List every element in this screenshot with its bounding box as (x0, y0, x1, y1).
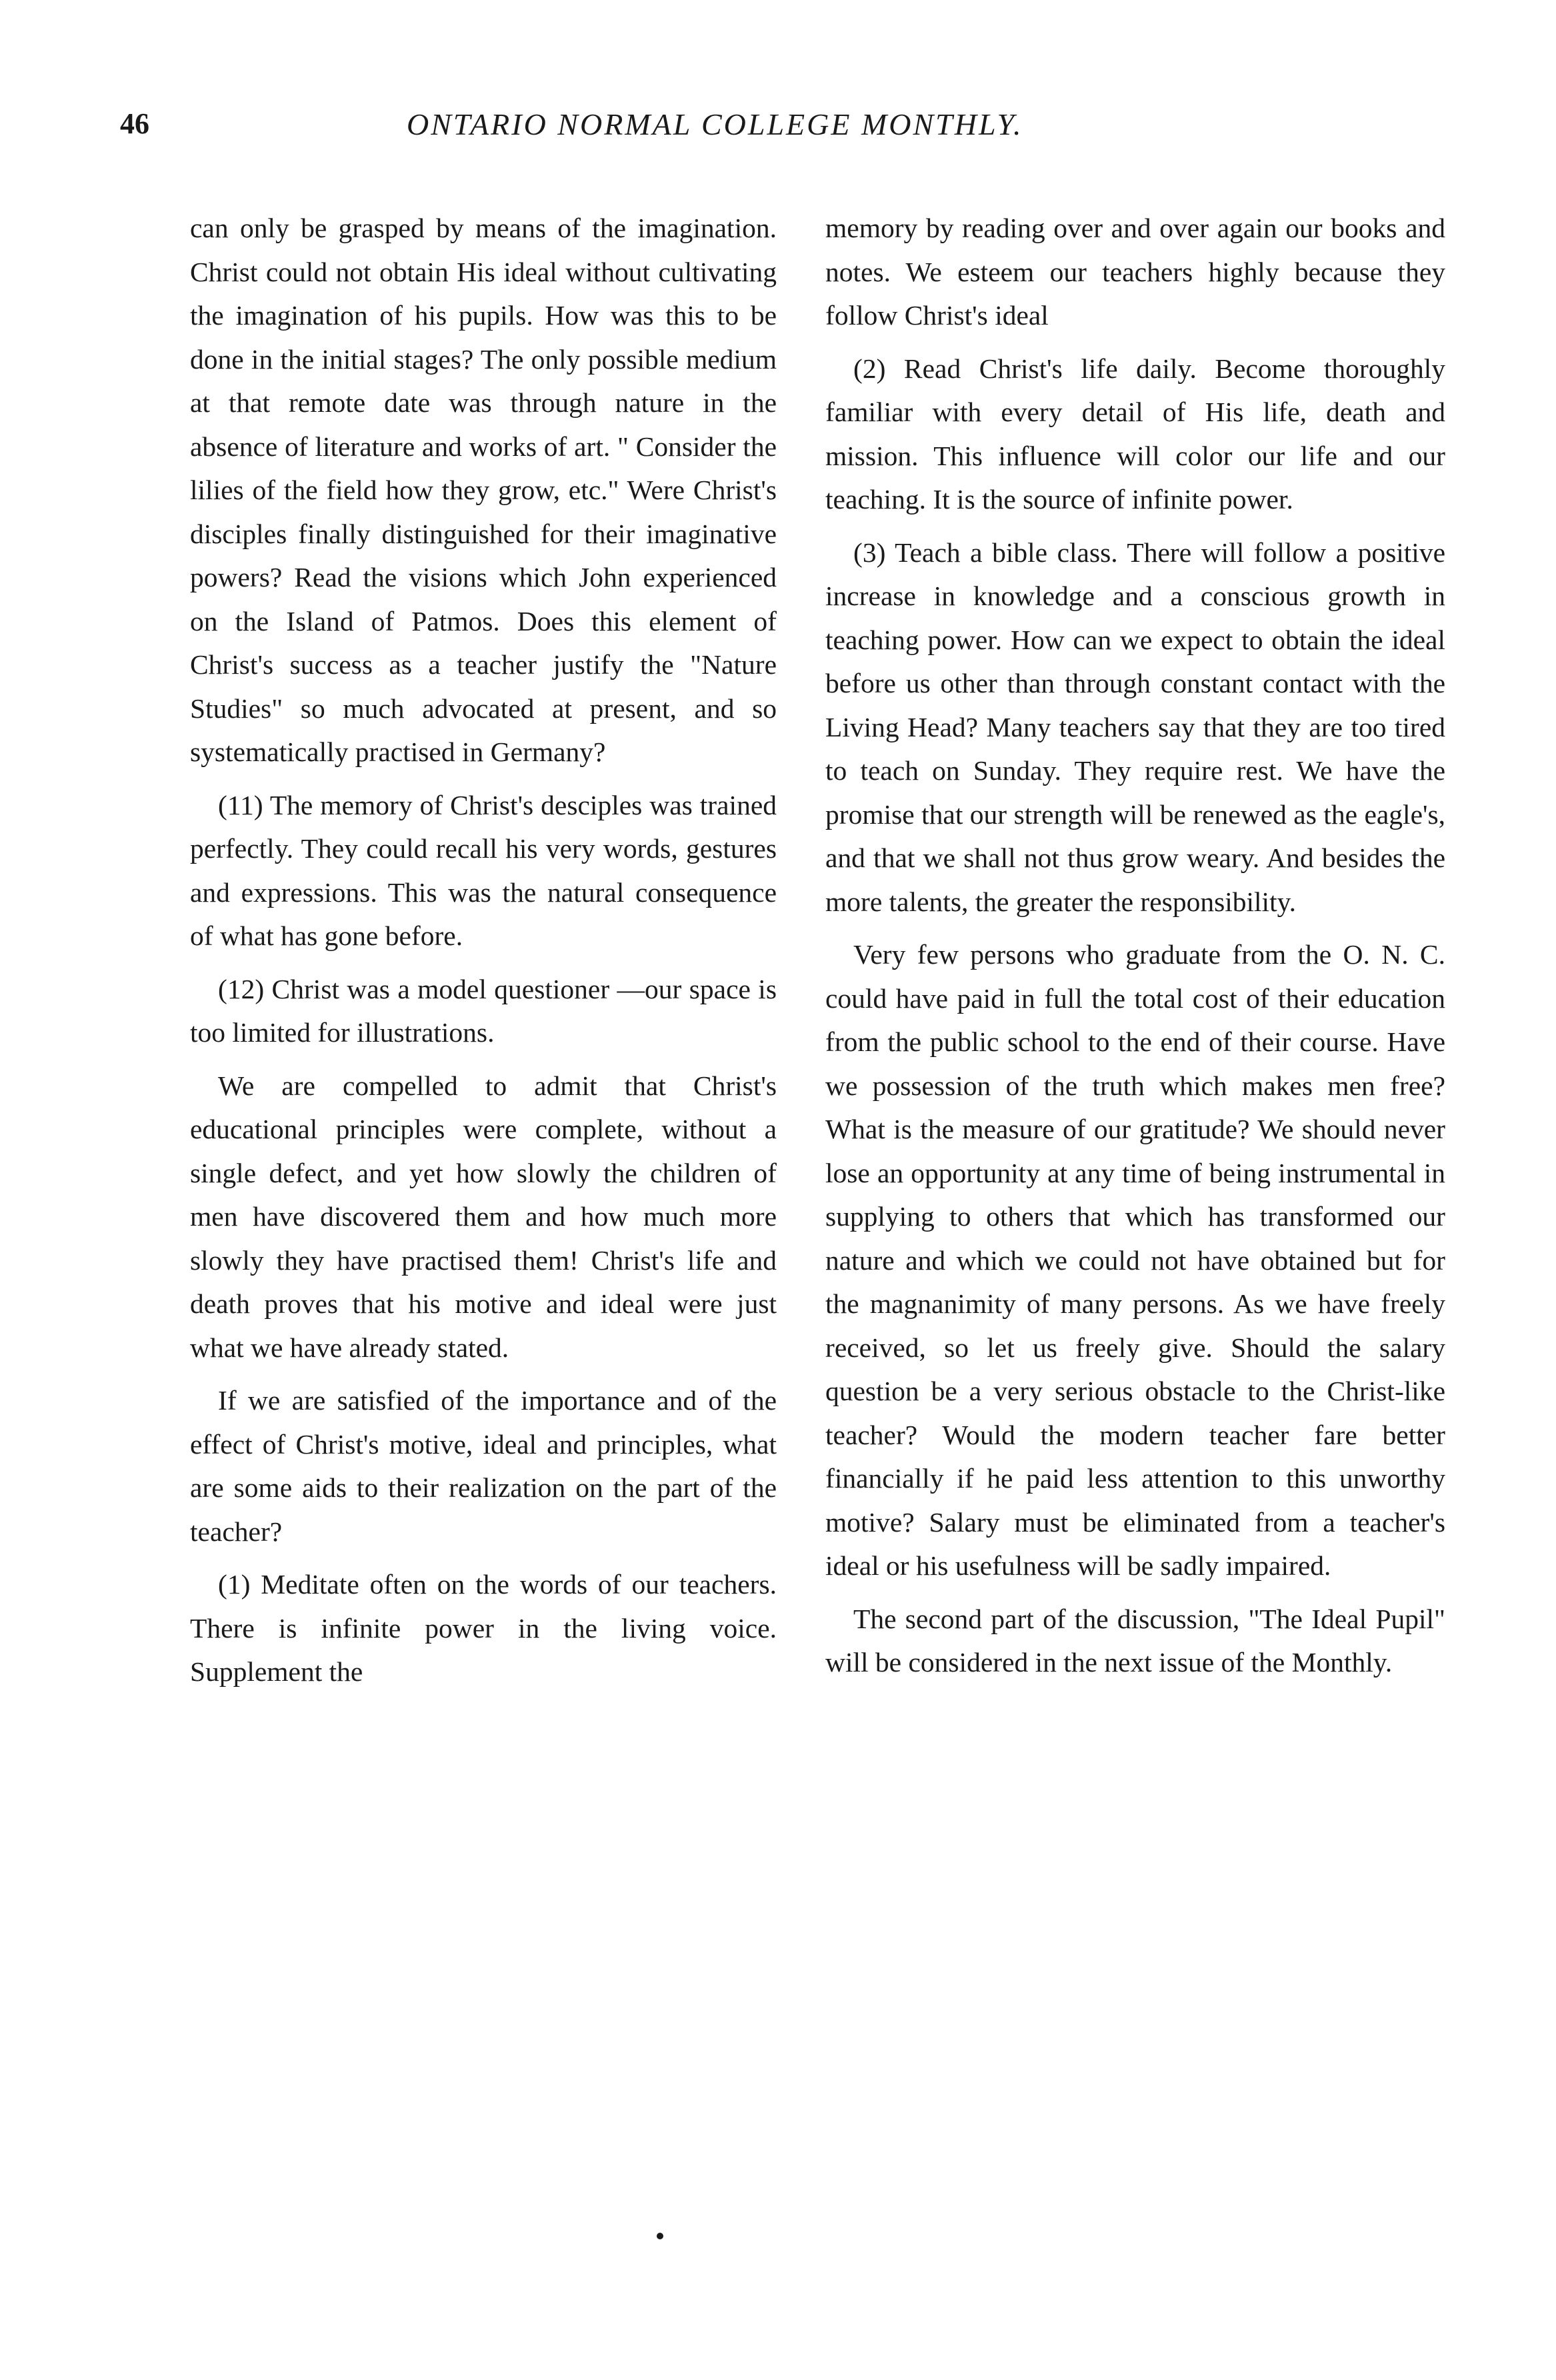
page-number: 46 (120, 107, 149, 140)
print-speck (657, 2233, 663, 2239)
paragraph: If we are satisfied of the importance and of the effect of Christ's motive, ideal and principles, what are some aids to their realization on the part of the teacher? (190, 1385, 777, 1547)
right-column (825, 207, 1445, 1694)
paragraph: Very few persons who graduate from the O. N. C. could have paid in full the total cost of their education from the public school to the end of their course. Have we possession of the truth which makes men free? What is the measure of our gratitude? We should never lose an opportunity at any time of being instrumental in supplying to others that which has transformed our nature and which we could not have obtained but for the magnanimity of many persons. As we have freely received, so let us freely give. Should the salary question be a very serious obstacle to the Christ-like teacher? Would the modern teacher fare better financially if he paid less attention to this unworthy motive? Salary must be eliminated from a teacher's ideal or his usefulness will be sadly impaired. (825, 939, 1445, 1581)
paragraph: (12) Christ was a model questioner —our space is too limited for illustrations. (190, 973, 777, 1048)
running-title: ONTARIO NORMAL COLLEGE MONTHLY. (407, 107, 1023, 141)
left-column (190, 207, 777, 1704)
paragraph: (1) Meditate often on the words of our teachers. There is infinite power in the living voice. Supplement the (190, 1569, 777, 1687)
paragraph: The second part of the discussion, "The Ideal Pupil" will be considered in the next issue of the Monthly. (825, 1603, 1445, 1678)
paragraph: We are compelled to admit that Christ's educational principles were complete, without a single defect, and yet how slowly the children of men have discovered them and how much more slowly they have practised them! Christ's life and death proves that his motive and ideal were just what we have already stated. (190, 1070, 777, 1363)
paragraph: (11) The memory of Christ's desciples was trained perfectly. They could recall his very words, gestures and expressions. This was the natural consequence of what has gone before. (190, 789, 777, 951)
paragraph: (3) Teach a bible class. There will follow a positive increase in knowledge and a conscious growth in teaching power. How can we expect to obtain the ideal before us other than through constant contact with the Living Head? Many teachers say that they are too tired to teach on Sunday. They require rest. We have the promise that our strength will be renewed as the eagle's, and that we shall not thus grow weary. And besides the more talents, the greater the responsibility. (825, 537, 1445, 917)
page-header (120, 107, 1427, 160)
paragraph: can only be grasped by means of the imagination. Christ could not obtain His ideal without cultivating the imagination of his pupils. How was this to be done in the initial stages? The only possible medium at that remote date was through nature in the absence of literature and works of art. " Consider the lilies of the field how they grow, etc." Were Christ's disciples finally distinguished for their imaginative powers? Read the visions which John experienced on the Island of Patmos. Does this element of Christ's success as a teacher justify the "Nature Studies" so much advocated at present, and so systematically practised in Germany? (190, 213, 777, 767)
paragraph: (2) Read Christ's life daily. Become thoroughly familiar with every detail of His life, death and mission. This influence will color our life and our teaching. It is the source of infinite power. (825, 353, 1445, 515)
paragraph: memory by reading over and over again our books and notes. We esteem our teachers highly because they follow Christ's ideal (825, 213, 1445, 331)
